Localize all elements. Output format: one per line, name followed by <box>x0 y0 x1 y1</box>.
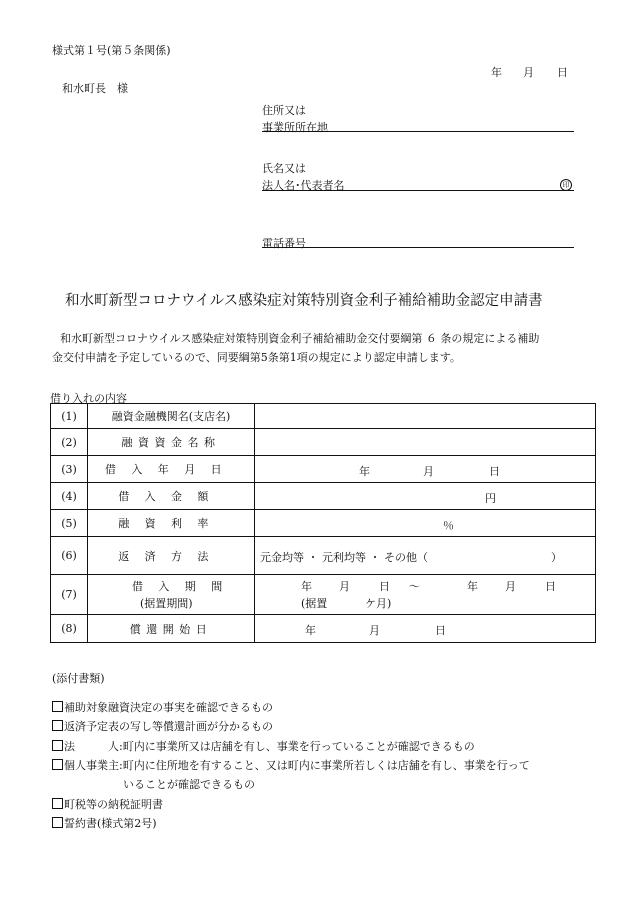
period-tilde: ～ <box>409 580 420 593</box>
repayment-start-value-cell[interactable] <box>255 615 596 643</box>
month-label: 月 <box>369 624 380 637</box>
attachment-item[interactable] <box>52 815 157 831</box>
row-label-loan-period-cell <box>88 575 255 615</box>
grace-open-label: (据置 <box>301 597 328 610</box>
row-label-loan-amount: 借入金額 <box>88 483 255 510</box>
year-label: 年 <box>305 624 316 637</box>
year-label: 年 <box>359 465 370 478</box>
start-day-label: 日 <box>379 580 390 593</box>
attachment-item[interactable] <box>52 757 530 773</box>
institution-value-cell[interactable] <box>255 404 596 429</box>
checkbox-icon[interactable] <box>52 720 63 731</box>
row-label-fund-name: 融資資金名称 <box>88 429 255 456</box>
loan-amount-value-cell[interactable] <box>255 483 596 510</box>
row-label-repayment-method: 返済方法 <box>88 537 255 575</box>
month-label: 月 <box>423 465 434 478</box>
attachment-item[interactable] <box>52 738 475 754</box>
grace-months-label: ケ月) <box>365 597 392 610</box>
table-row <box>51 510 596 537</box>
table-row <box>51 456 596 483</box>
row-label-repayment-start: 償還開始日 <box>88 615 255 643</box>
table-row <box>51 615 596 643</box>
attachment-label: 個人事業主:町内に住所地を有すること、又は町内に事業所若しくは店舗を有し、事業を行って <box>64 759 530 772</box>
row-number: (5) <box>51 510 88 537</box>
table-caption: 借り入れの内容 <box>50 392 127 405</box>
address-input-line[interactable] <box>262 131 574 132</box>
addressee: 和水町長 様 <box>62 82 128 95</box>
loan-date-value-cell[interactable] <box>255 456 596 483</box>
checkbox-icon[interactable] <box>52 759 63 770</box>
row-number: (3) <box>51 456 88 483</box>
row-number: (8) <box>51 615 88 643</box>
table-row <box>51 537 596 575</box>
table-row <box>51 575 596 615</box>
address-sublabel: 事業所所在地 <box>262 121 328 134</box>
row-label-interest-rate: 融資利率 <box>88 510 255 537</box>
end-month-label: 月 <box>505 580 516 593</box>
row-number: (2) <box>51 429 88 456</box>
interest-rate-value-cell[interactable] <box>255 510 596 537</box>
other-close-paren: ） <box>551 551 562 564</box>
body-text-line-2: 金交付申請を予定しているので、同要綱第5条第1項の規定により認定申請します。 <box>52 351 461 364</box>
loan-details-table <box>50 403 596 643</box>
repayment-options[interactable]: 元金均等 ・ 元利均等 ・ その他（ <box>260 551 428 564</box>
end-day-label: 日 <box>545 580 556 593</box>
checkbox-icon[interactable] <box>52 798 63 809</box>
seal-mark: 印 <box>560 179 572 191</box>
table-row <box>51 483 596 510</box>
row-number: (7) <box>51 575 88 615</box>
phone-label: 電話番号 <box>262 237 306 250</box>
repayment-method-value-cell[interactable] <box>255 537 596 575</box>
start-month-label: 月 <box>339 580 350 593</box>
date-year-label: 年 <box>491 66 502 79</box>
attachment-item[interactable] <box>52 699 273 715</box>
percent-unit: ％ <box>443 519 454 532</box>
row-number: (4) <box>51 483 88 510</box>
row-number: (6) <box>51 537 88 575</box>
name-sublabel: 法人名･代表者名 <box>262 179 345 192</box>
phone-input-line[interactable] <box>262 247 574 248</box>
day-label: 日 <box>435 624 446 637</box>
row-number: (1) <box>51 404 88 429</box>
checkbox-icon[interactable] <box>52 817 63 828</box>
body-text-line-1: 和水町新型コロナウイルス感染症対策特別資金利子補給補助金交付要綱第 ６ 条の規定による補助 <box>60 332 540 345</box>
address-label: 住所又は <box>262 104 306 117</box>
name-label: 氏名又は <box>262 162 306 175</box>
checkbox-icon[interactable] <box>52 740 63 751</box>
loan-period-label: 借入期間 <box>132 580 238 593</box>
start-year-label: 年 <box>301 580 312 593</box>
attachments-heading: (添付書類) <box>52 672 105 685</box>
form-number: 様式第１号(第５条関係) <box>52 44 171 57</box>
attachment-item[interactable] <box>52 796 163 812</box>
row-label-loan-date: 借入年月日 <box>88 456 255 483</box>
table-row <box>51 404 596 429</box>
date-month-label: 月 <box>523 66 534 79</box>
name-input-line[interactable] <box>262 190 574 191</box>
checkbox-icon[interactable] <box>52 701 63 712</box>
date-day-label: 日 <box>557 66 568 79</box>
yen-unit: 円 <box>485 492 496 505</box>
end-year-label: 年 <box>467 580 478 593</box>
document-title: 和水町新型コロナウイルス感染症対策特別資金利子補給補助金認定申請書 <box>65 293 543 309</box>
attachment-label: 法 人:町内に事業所又は店舗を有し、事業を行っていることが確認できるもの <box>64 740 475 753</box>
attachment-label: 補助対象融資決定の事実を確認できるもの <box>64 701 273 714</box>
row-label-institution: 融資金融機関名(支店名) <box>88 404 255 429</box>
table-row <box>51 429 596 456</box>
attachment-item[interactable] <box>52 718 273 734</box>
loan-period-value-cell[interactable] <box>255 575 596 615</box>
attachment-label: 返済予定表の写し等償還計画が分かるもの <box>64 720 273 733</box>
attachment-label: 町税等の納税証明書 <box>64 798 163 811</box>
attachment-label: 誓約書(様式第2号) <box>64 817 157 830</box>
day-label: 日 <box>489 465 500 478</box>
attachment-item-continuation: いることが確認できるもの <box>123 778 255 791</box>
grace-period-label: (据置期間) <box>140 597 193 610</box>
fund-name-value-cell[interactable] <box>255 429 596 456</box>
